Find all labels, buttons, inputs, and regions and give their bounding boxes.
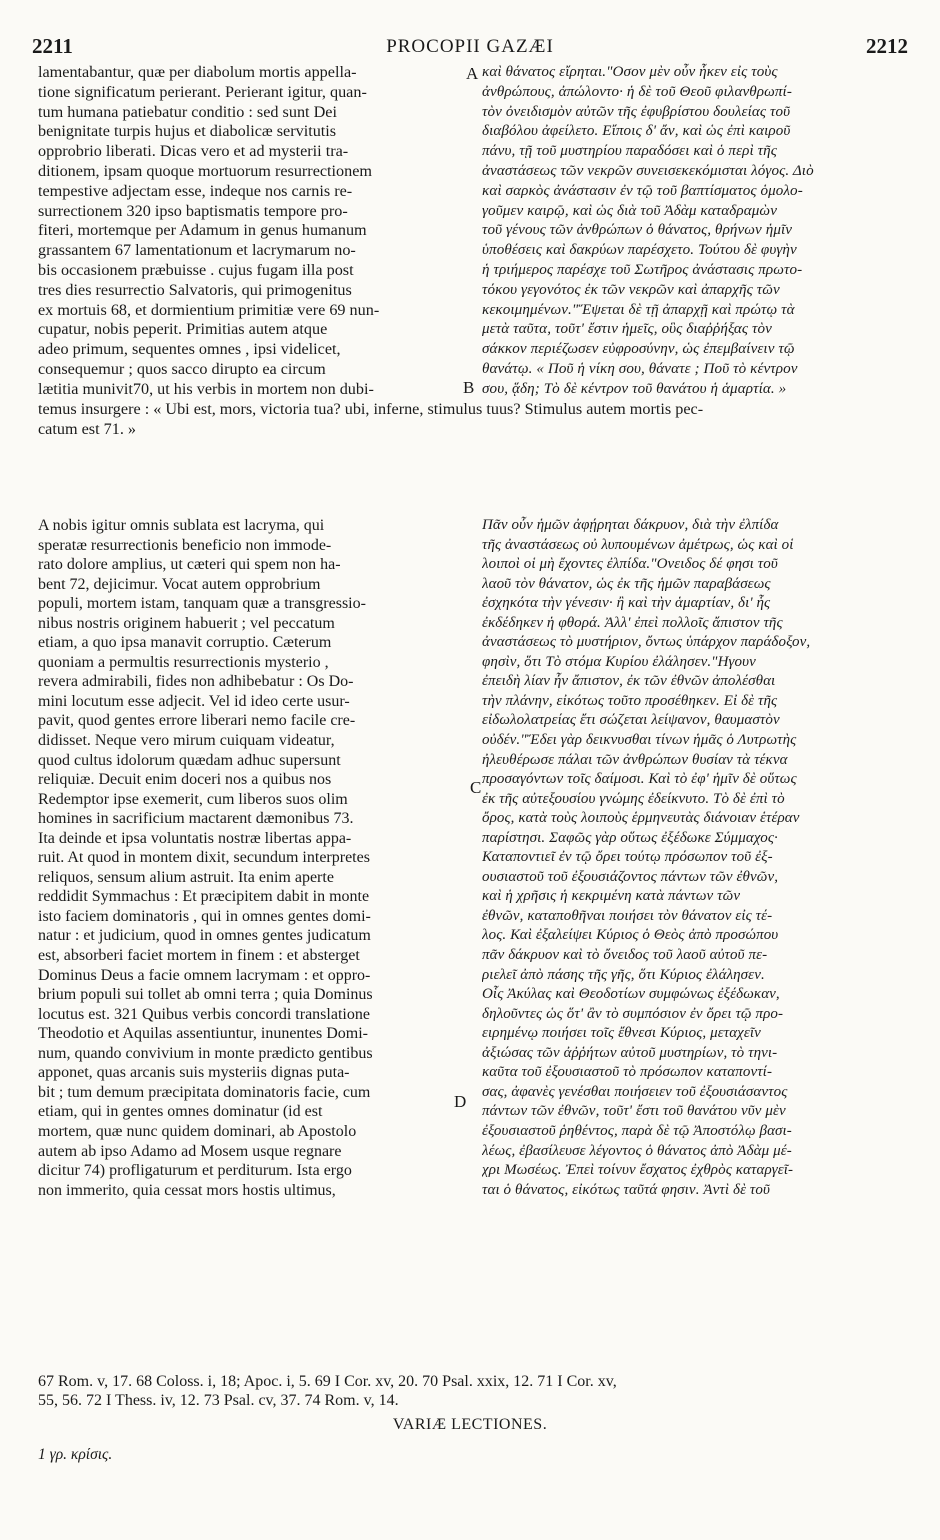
latin-text-line: nibus nostris originem habuerit ; vel peccatum	[38, 614, 335, 632]
greek-text-line: Καταποντιεῖ ἐν τῷ ὄρει τούτῳ πρόσωπον τοῦ ἐξ-	[482, 849, 773, 866]
latin-text-line: A nobis igitur omnis sublata est lacryma, qui	[38, 517, 325, 534]
latin-text-line: autem ab ipso Adamo ad Mosem usque regnare	[38, 1142, 342, 1160]
latin-text-line: tempestive adjectam esse, indeque nos carnis re-	[38, 181, 353, 200]
greek-text-line: σου, ᾅδη; Τὸ δὲ κέντρον τοῦ θανάτου ἡ ἁμαρτία. »	[482, 380, 787, 397]
margin-marker-a: A	[466, 64, 479, 83]
greek-text-line: πάνυ, τῇ τοῦ μυστηρίου παραδόσει καὶ ὁ περὶ τῆς	[482, 143, 777, 160]
latin-text-line: bent 72, dejicimur. Vocat autem opprobrium	[38, 575, 321, 593]
greek-text-line: διαβόλου ἀφείλετο. Εἴποις δ' ἄν, καὶ ὡς ἐπὶ καιροῦ	[482, 123, 791, 140]
greek-text-line: τὴν πλάνην, εἰκότως τοῦτο προσέθηκεν. Εἰ δὲ τῆς	[482, 692, 778, 709]
latin-text-line: etiam, qui in gentes omnes dominatur (id est	[38, 1103, 323, 1121]
latin-text-line: surrectionem 320 ipso baptismatis tempore pro-	[38, 201, 348, 220]
latin-text-line: brium populi sui tollet ab omni terra ; quia Dominus	[38, 986, 373, 1004]
latin-text-line: populi, mortem istam, tanquam quæ a transgressio-	[38, 595, 366, 613]
latin-text-line: lamentabantur, quæ per diabolum mortis appella-	[38, 63, 357, 81]
latin-text-line: ruit. At quod in montem dixit, secundum interpretes	[38, 849, 370, 867]
full-width-line: temus insurgere : « Ubi est, mors, victoria tua? ubi, inferne, stimulus tuus? Stimulus autem mortis pec-	[38, 400, 704, 418]
greek-text-line: ειρημένῳ ποιήσει τοῖς ἔθνεσι Κύριος, μεταχεῖν	[482, 1025, 761, 1042]
greek-text-line: φησὶν, ὅτι Τὸ στόμα Κυρίου ἐλάλησεν."Ηγουν	[482, 653, 756, 670]
greek-column-top	[482, 63, 910, 400]
latin-text-line: Dominus Deus a facie omnem lacrymam : et oppro-	[38, 966, 371, 984]
latin-text-line: reliquos, sensum alium astruit. Ita enim aperte	[38, 868, 334, 886]
left-column-number: 2211	[32, 34, 73, 58]
greek-text-line: μετὰ ταῦτα, τοῦτ' ἔστιν ἡμεῖς, οὓς διαῤῥήξας τὸν	[482, 321, 772, 338]
latin-text-line: ditionem, ipsam quoque mortuorum resurrectionem	[38, 161, 373, 180]
latin-text-line: tres dies resurrectio Salvatoris, qui primogenitus	[38, 280, 352, 299]
greek-text-line: ἐξουσιαστοῦ ῥηθέντος, παρὰ δὲ τῷ Ἀποστόλῳ βασι-	[482, 1122, 792, 1139]
greek-column-bottom	[482, 516, 910, 1200]
latin-text-line: est, absorberi faciet mortem in finem : et absterget	[38, 947, 360, 965]
greek-text-line: λέως, ἐβασίλευσε λέγοντος ὁ θάνατος ἀπὸ Ἀδὰμ μέ-	[482, 1142, 792, 1159]
latin-text-line: isto faciem dominatoris , qui in omnes gentes domi-	[38, 907, 371, 925]
greek-text-line: τῆς ἀναστάσεως οὐ λυπουμένων ἀμέτρως, ὡς καὶ οἱ	[482, 536, 794, 553]
greek-text-line: ἐκδέδηκεν ἡ φθορά. Ἀλλ' ἐπεὶ πολλοῖς ἄπιστον τῆς	[482, 614, 783, 631]
latin-text-line: bit ; tum demum præcipitata dominatoris facie, cum	[38, 1083, 371, 1101]
footnote-line: 55, 56. 72 I Thess. iv, 12. 73 Psal. cv, 37. 74 Rom. v, 14.	[38, 1392, 399, 1409]
latin-text-line: lætitia munivit70, ut his verbis in mortem non dubi-	[38, 379, 374, 398]
greek-text-line: γοῦμεν καιρῷ, καὶ ὡς διὰ τοῦ Ἀδὰμ καταδραμὼν	[482, 202, 777, 219]
greek-text-line: Οἷς Ἀκύλας καὶ Θεοδοτίων συμφώνως ἐξέδωκαν,	[482, 986, 780, 1003]
margin-marker-c: C	[470, 778, 482, 797]
greek-text-line: τὸν ὀνειδισμὸν αὐτῶν τῆς ἐφυβρίστου δουλείας τοῦ	[482, 103, 791, 120]
greek-text-line: λος. Καὶ ἐξαλείψει Κύριος ὁ Θεὸς ἀπὸ προσώπου	[482, 927, 779, 944]
latin-text-line: didisset. Neque vero mirum cuiquam videatur,	[38, 732, 335, 750]
variae-lectiones-heading: VARIÆ LECTIONES.	[392, 1416, 548, 1433]
latin-column-bottom	[38, 516, 470, 1200]
page-header	[32, 34, 908, 64]
latin-text-line: Redemptor ipse exemerit, cum liberos suos olim	[38, 790, 348, 808]
latin-text-line: Ita deinde et ipsa voluntatis nostræ libertas appa-	[38, 829, 352, 847]
margin-marker-d: D	[454, 1092, 467, 1111]
greek-text-line: χρι Μωσέως. Ἐπεὶ τοίνυν ἔσχατος ἐχθρὸς καταργεῖ-	[482, 1162, 794, 1179]
right-column-number: 2212	[866, 34, 908, 58]
latin-text-line: cupatur, nobis peperit. Primitias autem atque	[38, 320, 328, 339]
greek-text-line: ριελεῖ ἀπὸ πάσης τῆς γῆς, ὅτι Κύριος ἐλάλησεν.	[482, 966, 765, 983]
greek-text-line: σας, ἀφανὲς γενέσθαι ποιήσειεν τοῦ ἐξουσιάσαντος	[482, 1083, 788, 1100]
greek-text-line: προσαγόντων τοῖς δαίμοσι. Καὶ τὸ ἐφ' ἡμῖν δὲ οὕτως	[482, 771, 797, 788]
latin-text-line: grassantem 67 lamentationum et lacrymarum no-	[38, 241, 356, 260]
latin-text-line: fiteri, mortemque per Adamum in genus humanum	[38, 221, 367, 240]
greek-text-line: ἐθνῶν, καταποθῆναι ποιήσει τὸν θάνατον εἰς τέ-	[482, 907, 773, 924]
latin-text-line: reliquiæ. Decuit enim doceri nos a quibus nos	[38, 771, 332, 789]
greek-text-line: ἐπειδὴ λίαν ἦν ἄπιστον, ἐκ τῶν ἐθνῶν ἀπολέσθαι	[482, 673, 776, 690]
greek-text-line: ται ὁ θάνατος, εἰκότως ταῦτά φησιν. Ἀντὶ δὲ τοῦ	[482, 1181, 770, 1198]
latin-text-line: pavit, quod gentes errore liberari nemo facile cre-	[38, 712, 356, 730]
latin-text-line: bis occasionem præbuisse . cujus fugam illa post	[38, 260, 354, 279]
greek-text-line: πάντων τῶν ἐθνῶν, τοῦτ' ἔστι τοῦ θανάτου νῦν μὲν	[482, 1103, 786, 1120]
greek-text-line: πᾶν δάκρυον καὶ τὸ ὄνειδος τοῦ λαοῦ αὐτοῦ πε-	[482, 947, 768, 964]
greek-text-line: καὶ θάνατος εἴρηται."Οσον μὲν οὖν ἧκεν εἰς τοὺς	[482, 64, 778, 80]
greek-text-line: ἀνθρώπους, ἀπώλοντο· ἡ δὲ τοῦ Θεοῦ φιλανθρωπί-	[482, 83, 792, 100]
latin-text-line: tione significatum perierant. Perierant igitur, quan-	[38, 82, 367, 101]
footnote-line: 67 Rom. v, 17. 68 Coloss. i, 18; Apoc. i, 5. 69 I Cor. xv, 20. 70 Psal. xxix, 12. 71 I Cor. xv,	[38, 1373, 617, 1390]
latin-text-line: mini locutum esse adjecit. Vel id ideo certe usur-	[38, 692, 350, 710]
latin-text-line: tum humana patiebatur conditio : sed sunt Dei	[38, 102, 337, 121]
greek-text-line: λαοῦ τὸν θάνατον, ὡς ἐκ τῆς ἡμῶν παραβάσεως	[482, 575, 771, 592]
greek-text-line: κεκοιμημένων."Ἕψεται δὲ τῇ ἀπαρχῇ καὶ πρώτῳ τὰ	[482, 301, 795, 318]
greek-text-line: ἠλευθέρωσε πάλαι τῶν ἀνθρώπων θυσίαν τὰ τέκνα	[482, 751, 788, 768]
greek-text-line: ἐκ τῆς αὐτεξουσίου γνώμης ἐδείκνυτο. Τὸ δὲ ἐπὶ τὸ	[482, 790, 785, 807]
latin-text-line: mortem, quæ nunc quidem dominari, ab Apostolo	[38, 1122, 357, 1140]
latin-text-line: quoniam a permultis resurrectionis mysterio ,	[38, 653, 329, 671]
latin-text-line: num, quando convivium in monte prædicto gentibus	[38, 1044, 373, 1062]
margin-marker-b: B	[463, 378, 475, 397]
latin-text-line: revera admirabili, fides non adhibebatur : Os Do-	[38, 673, 354, 691]
greek-text-line: δηλοῦντες ὡς ὅτ' ἂν τὸ συμπόσιον ἐν ὄρει τῷ προ-	[482, 1005, 784, 1022]
greek-text-line: καῦτα τοῦ ἐξουσιαστοῦ τὸ πρόσωπον καταποντί-	[482, 1064, 773, 1081]
latin-column-top	[38, 63, 470, 400]
latin-text-line: adeo primum, sequentes omnes , ipsi videlicet,	[38, 340, 341, 359]
latin-text-line: benignitate turpis hujus et diabolicæ servitutis	[38, 122, 337, 141]
greek-text-line: ἡ τριήμερος παρέσχε τοῦ Σωτῆρος ἀνάστασις πρωτο-	[482, 261, 803, 278]
latin-text-line: non immerito, quia cessat mors hostis ultimus,	[38, 1181, 336, 1199]
greek-text-line: οὐδέν."Ἔδει γὰρ δεικνυσθαι τίνων ἡμᾶς ὁ Λυτρωτὴς	[482, 732, 797, 749]
latin-text-line: quod cultus idolorum quædam adhuc supersunt	[38, 751, 341, 769]
latin-text-line: ex mortuis 68, et dormientium primitiæ vere 69 nun-	[38, 300, 380, 319]
greek-text-line: ουσιαστοῦ τοῦ ἐξουσιάζοντος πάντων τῶν ἐθνῶν,	[482, 868, 779, 885]
latin-text-line: consequemur ; quos sacco dirupto ea circum	[38, 359, 326, 378]
latin-text-line: Theodotio et Aquilas assentiuntur, inunentes Domi-	[38, 1025, 368, 1043]
latin-text-line: opprobrio liberati. Dicas vero et ad mysterii tra-	[38, 142, 349, 161]
variant-reading: 1 γρ. κρίσις.	[38, 1446, 113, 1463]
greek-text-line: ἀναστάσεως τῶν νεκρῶν συνεισεκεκόμισται λόγος. Διὸ	[482, 162, 814, 179]
running-title: PROCOPII GAZÆI	[386, 36, 554, 57]
footnotes	[38, 1372, 910, 1410]
greek-text-line: ὑποθέσεις καὶ δακρύων παρέσχετο. Τούτου δὲ φυγὴν	[482, 242, 797, 259]
greek-text-line: καὶ ἡ χρῆσις ἡ κεκριμένη κατὰ πάντων τῶν	[482, 888, 741, 905]
latin-text-line: natur : et judicium, quod in omnes gentes judicatum	[38, 927, 371, 945]
greek-text-line: εἰδωλολατρείας ἔτι σώζεται λείψανον, θαυμαστὸν	[482, 712, 780, 729]
greek-text-line: καὶ σαρκὸς ἀνάστασιν ἐν τῷ τοῦ βαπτίσματος ὁμολο-	[482, 182, 803, 199]
greek-text-line: θανάτῳ. « Ποῦ ἡ νίκη σου, θάνατε ; Ποῦ τὸ κέντρον	[482, 360, 798, 377]
latin-text-line: homines in sacrificium mactarent dæmonibus 73.	[38, 810, 354, 828]
latin-text-line: locutus est. 321 Quibus verbis concordi translatione	[38, 1005, 370, 1023]
greek-text-line: τοῦ γένους τῶν ἀνθρώπων ὁ θάνατος, θρήνων ἡμῖν	[482, 222, 793, 239]
latin-text-line: rato dolore amplius, ut cæteri qui spem non ha-	[38, 556, 341, 574]
greek-text-line: ἀναστάσεως τὸ μυστήριον, ὄντως ὑπάρχον παράδοξον,	[482, 634, 811, 651]
latin-text-line: dicitur 74) profligaturum et perditurum. Ista ergo	[38, 1162, 352, 1180]
greek-text-line: ἀξιώσας τῶν ἀῤῥήτων αὐτοῦ μυστηρίων, τὸ τηνι-	[482, 1044, 778, 1061]
full-width-line: catum est 71. »	[38, 420, 137, 438]
greek-text-line: Πᾶν οὖν ἡμῶν ἀφῄρηται δάκρυον, διὰ τὴν ἐλπίδα	[482, 517, 779, 533]
greek-text-line: σάκκον περιέζωσεν εὐφροσύνην, ὡς ἐπεμβαίνειν τῷ	[482, 341, 795, 358]
latin-text-line: reddidit Symmachus : Et præcipitem dabit in monte	[38, 888, 370, 906]
greek-text-line: λοιποὶ οἱ μὴ ἔχοντες ἐλπίδα."Ονειδος δέ φησι τοῦ	[482, 556, 778, 573]
greek-text-line: παρίστησι. Σαφῶς γὰρ οὕτως ἐξέδωκε Σύμμαχος·	[482, 829, 778, 846]
greek-text-line: τόκου γεγονότος ἐκ τῶν νεκρῶν καὶ ἀπαρχῆς τῶν	[482, 281, 780, 298]
greek-text-line: ὄρος, κατὰ τοὺς λοιποὺς ἑρμηνευτὰς διάνοιαν ἑτέραν	[482, 810, 800, 827]
greek-text-line: ἐσχηκότα τὴν γένεσιν· ἢ καὶ τὴν ἁμαρτίαν, δι' ἧς	[482, 595, 771, 612]
latin-text-line: apponet, quas arcanis suis mysteriis dignas puta-	[38, 1064, 350, 1082]
latin-text-line: speratæ resurrectionis beneficio non immode-	[38, 536, 332, 554]
latin-text-line: etiam, a quo ipsa manavit corruptio. Cæterum	[38, 634, 332, 652]
